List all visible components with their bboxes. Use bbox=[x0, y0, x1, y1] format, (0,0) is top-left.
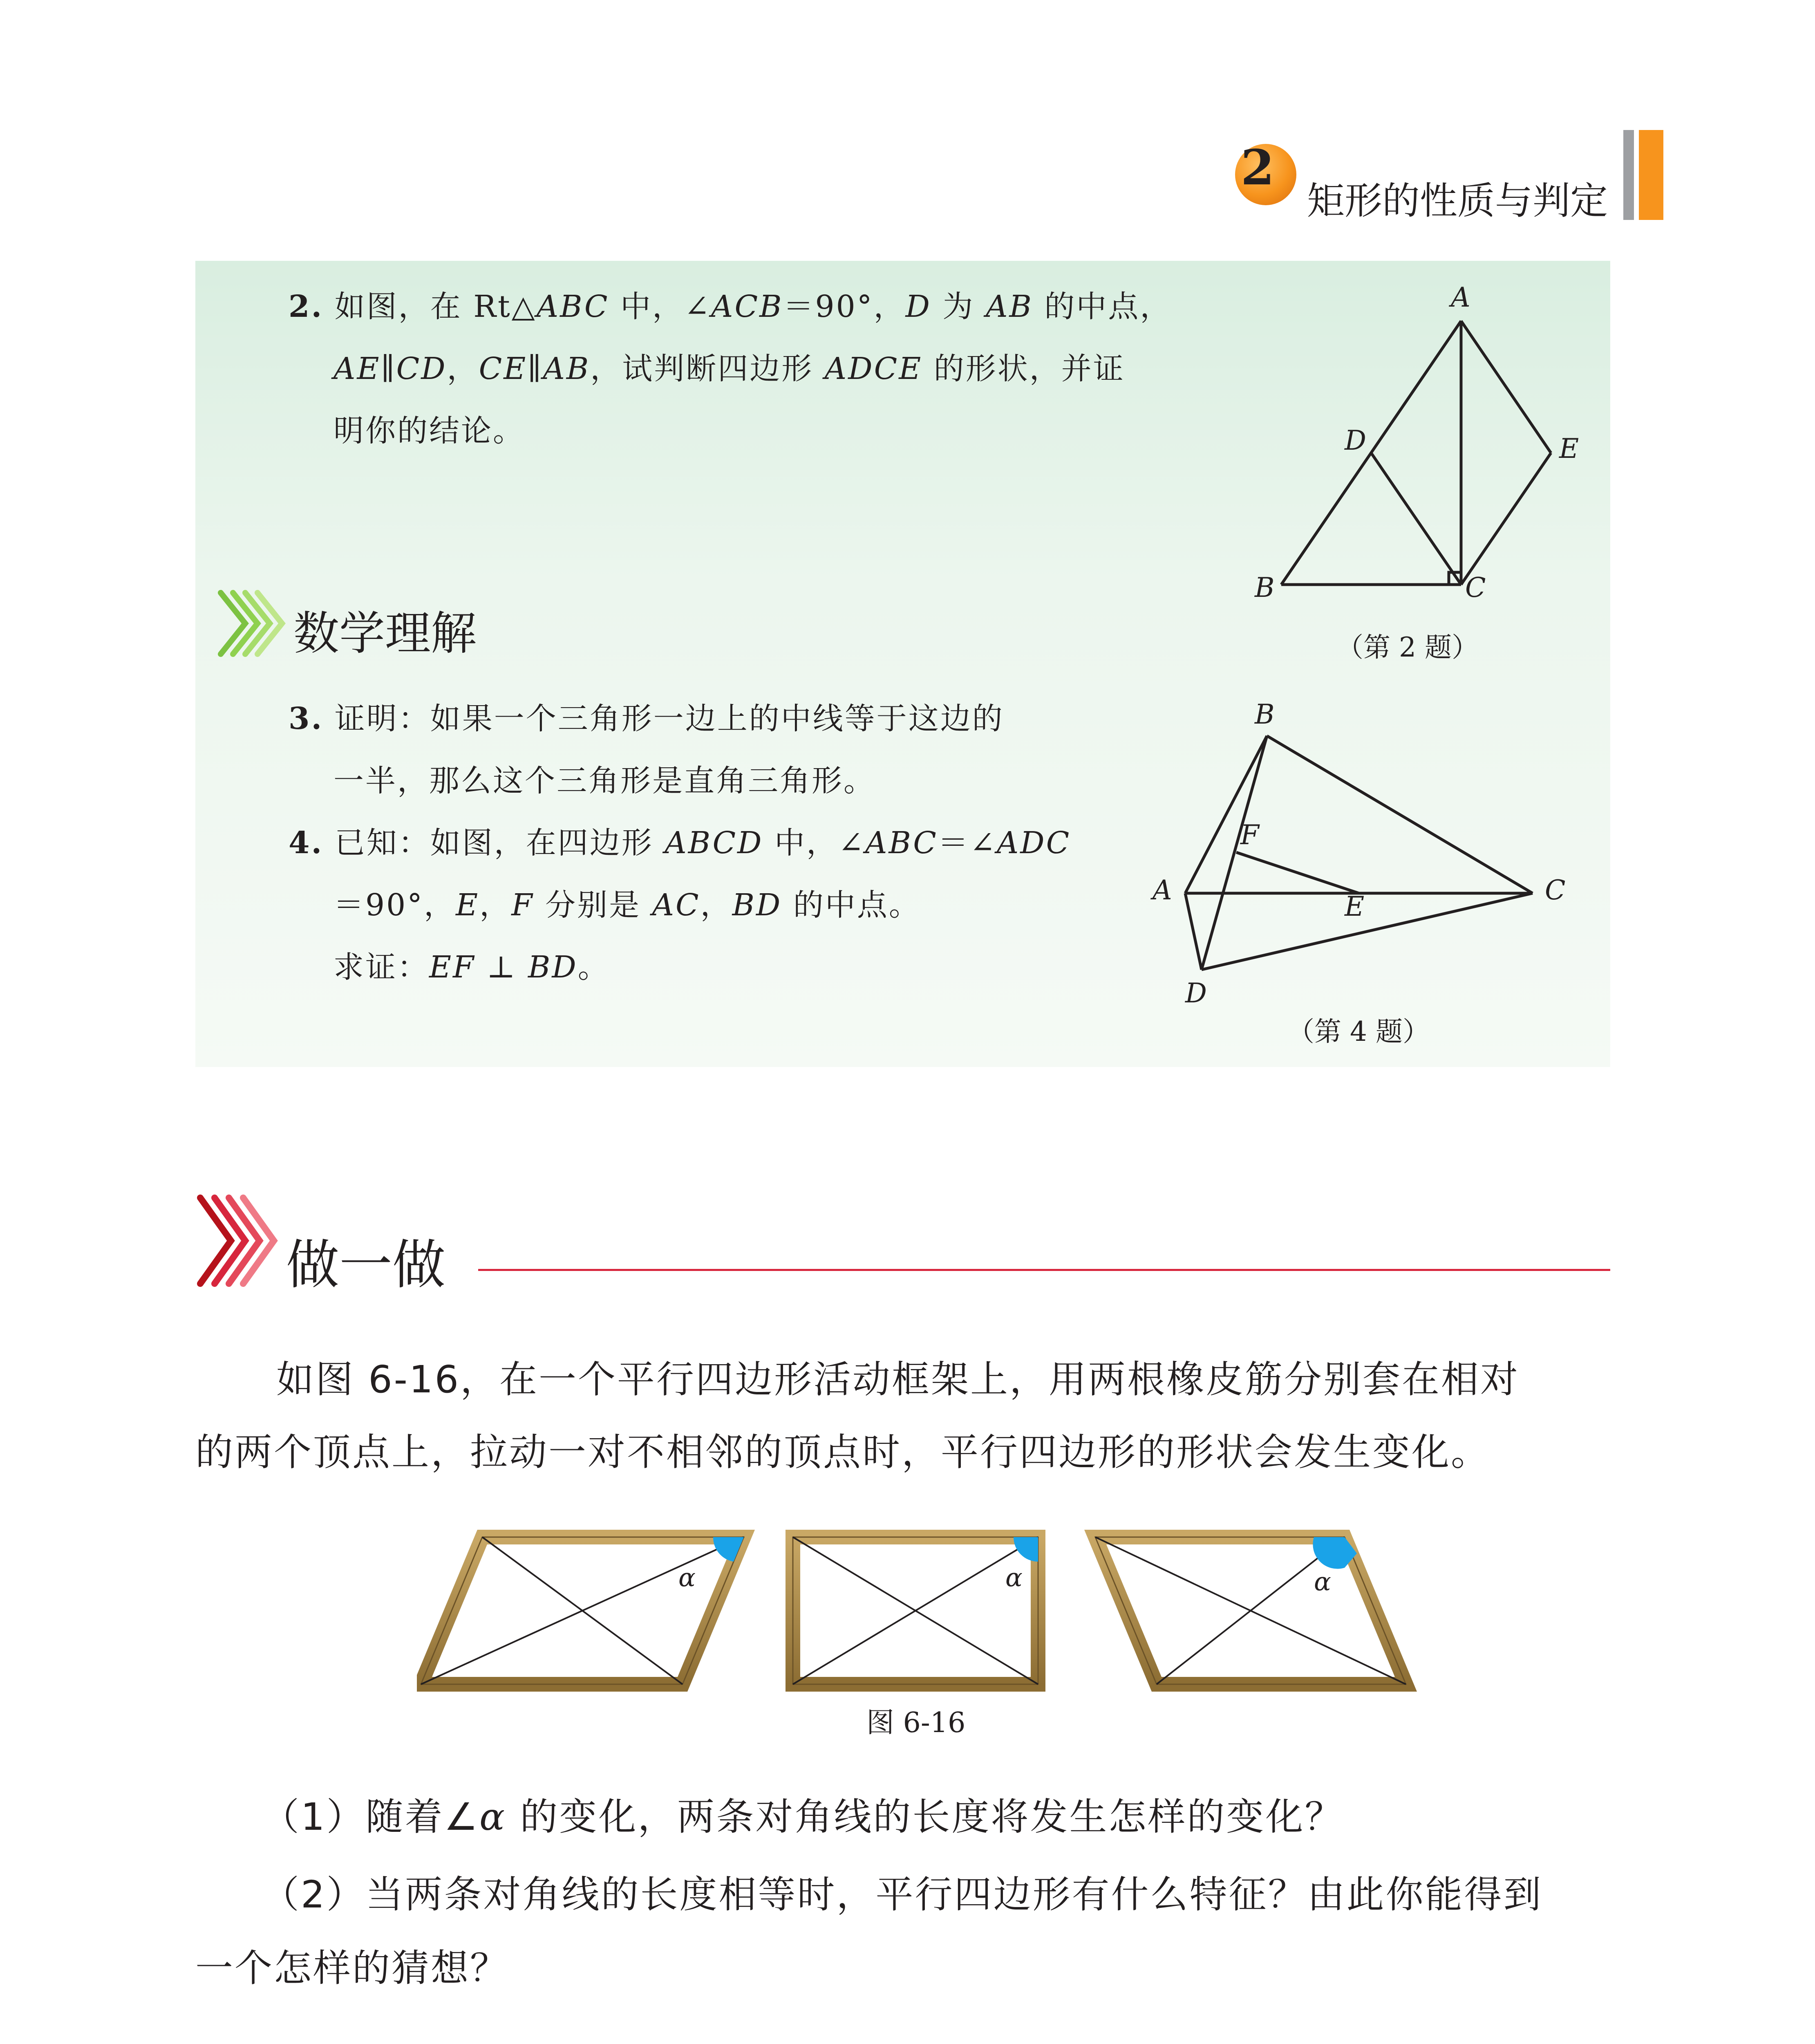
label-D: D bbox=[1345, 425, 1366, 456]
problem-4-line-1: 4. 已知：如图，在四边形 ABCD 中，∠ABC＝∠ADC bbox=[289, 825, 1071, 861]
activity-para-line-2: 的两个顶点上，拉动一对不相邻的顶点时，平行四边形的形状会发生变化。 bbox=[195, 1430, 1490, 1474]
activity-title: 做一做 bbox=[286, 1234, 446, 1296]
problem-4-line-3: 求证：EF ⊥ BD。 bbox=[333, 950, 610, 985]
problem-4-figure bbox=[1144, 695, 1594, 1014]
problem-4-line-2: ＝90°，E，F 分别是 AC，BD 的中点。 bbox=[333, 888, 921, 923]
label-B: B bbox=[1255, 699, 1275, 730]
figure-6-16-caption: 图 6-16 bbox=[866, 1707, 966, 1739]
activity-question-2-line-1: （2）当两条对角线的长度相等时，平行四边形有什么特征？由此你能得到 bbox=[262, 1873, 1543, 1916]
label-C: C bbox=[1465, 572, 1486, 603]
label-D: D bbox=[1185, 977, 1207, 1009]
frame-1 bbox=[421, 1537, 744, 1684]
svg-text:α: α bbox=[1314, 1567, 1331, 1596]
section-chevron-icon bbox=[213, 585, 286, 662]
activity-chevron-icon bbox=[192, 1190, 286, 1292]
chapter-title: 矩形的性质与判定 bbox=[1307, 179, 1608, 223]
problem-2-line-2: AE∥CD，CE∥AB，试判断四边形 ADCE 的形状，并证 bbox=[333, 351, 1125, 386]
problem-2-line-1: 2. 如图，在 Rt△ABC 中，∠ACB＝90°，D 为 AB 的中点， bbox=[289, 289, 1172, 324]
problem-2-caption: （第 2 题） bbox=[1336, 632, 1479, 663]
header-bar-gray bbox=[1623, 130, 1634, 220]
label-A: A bbox=[1451, 282, 1470, 313]
frame-3 bbox=[1095, 1537, 1406, 1684]
label-E: E bbox=[1345, 891, 1365, 922]
figure-6-16 bbox=[417, 1529, 1430, 1692]
label-C: C bbox=[1545, 874, 1566, 906]
frame-2 bbox=[793, 1537, 1038, 1684]
activity-para-line-1: 如图 6-16，在一个平行四边形活动框架上，用两根橡皮筋分别套在相对 bbox=[276, 1358, 1520, 1401]
problem-4-caption: （第 4 题） bbox=[1287, 1016, 1430, 1047]
activity-question-2-line-2: 一个怎样的猜想？ bbox=[195, 1946, 510, 1990]
label-E: E bbox=[1559, 433, 1579, 464]
section-title-math: 数学理解 bbox=[293, 607, 477, 660]
svg-text:α: α bbox=[1005, 1562, 1023, 1592]
problem-2-line-3: 明你的结论。 bbox=[333, 413, 525, 448]
activity-question-1: （1）随着∠α 的变化，两条对角线的长度将发生怎样的变化？ bbox=[262, 1795, 1344, 1839]
label-A: A bbox=[1153, 874, 1172, 906]
header-bar-orange bbox=[1639, 130, 1663, 220]
chapter-number: 2 bbox=[1240, 139, 1275, 196]
svg-text:α: α bbox=[678, 1562, 696, 1592]
label-B: B bbox=[1255, 572, 1275, 603]
problem-2-figure bbox=[1242, 278, 1610, 625]
problem-3-line-1: 3. 证明：如果一个三角形一边上的中线等于这边的 bbox=[289, 701, 1004, 736]
label-F: F bbox=[1240, 819, 1259, 851]
problem-3-line-2: 一半，那么这个三角形是直角三角形。 bbox=[333, 763, 875, 798]
activity-title-rule bbox=[478, 1269, 1610, 1271]
